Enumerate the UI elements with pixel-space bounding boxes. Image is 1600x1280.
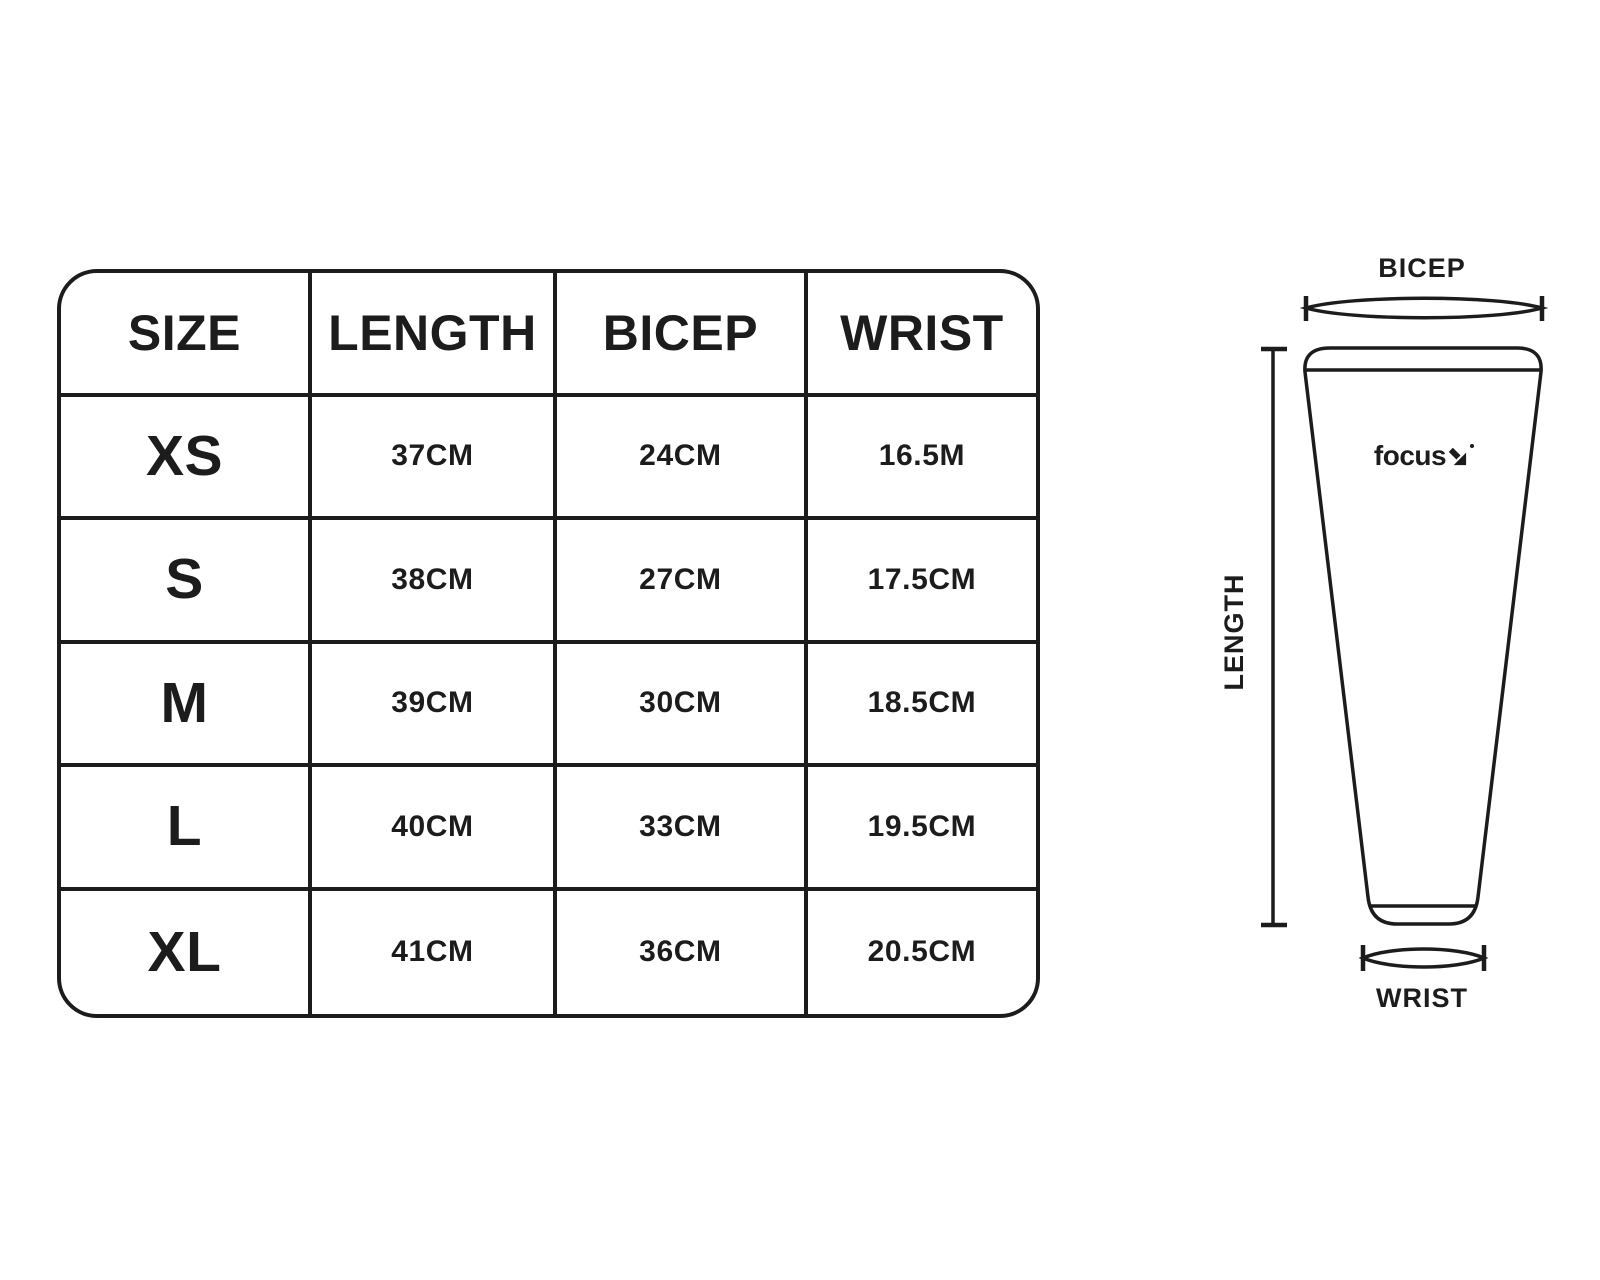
length-value-s: 38CM — [312, 520, 557, 644]
length-measure-line — [1261, 349, 1287, 925]
brand-logo-text: focus — [1373, 440, 1447, 471]
wrist-width-indicator — [1363, 945, 1484, 971]
wrist-value-s: 17.5CM — [808, 520, 1036, 644]
wrist-value-m: 18.5CM — [808, 644, 1036, 768]
size-chart-table — [57, 269, 1040, 1018]
column-header-wrist: WRIST — [808, 273, 1036, 397]
size-label-s: S — [61, 520, 312, 644]
length-value-l: 40CM — [312, 767, 557, 891]
column-header-length: LENGTH — [312, 273, 557, 397]
bicep-value-xs: 24CM — [557, 397, 808, 521]
bicep-diagram-label: BICEP — [1378, 253, 1466, 283]
wrist-value-xs: 16.5M — [808, 397, 1036, 521]
bicep-value-s: 27CM — [557, 520, 808, 644]
bicep-value-xl: 36CM — [557, 891, 808, 1015]
bicep-width-indicator — [1306, 296, 1542, 321]
arrow-down-right-icon — [1447, 446, 1468, 467]
bicep-value-m: 30CM — [557, 644, 808, 768]
sleeve-measurement-diagram — [1220, 250, 1590, 1040]
wrist-diagram-label: WRIST — [1376, 983, 1468, 1013]
length-value-xl: 41CM — [312, 891, 557, 1015]
wrist-value-xl: 20.5CM — [867, 935, 977, 969]
sleeve-outline — [1305, 348, 1541, 924]
column-header-size: SIZE — [61, 273, 312, 397]
length-value-xs: 37CM — [312, 397, 557, 521]
brand-trademark-dot — [1470, 444, 1474, 448]
brand-logo — [1324, 442, 1524, 470]
wrist-value-l: 19.5CM — [808, 767, 1036, 891]
column-header-bicep: BICEP — [557, 273, 808, 397]
size-label-l: L — [61, 767, 312, 891]
size-label-xl: XL — [61, 891, 312, 1015]
bicep-value-l: 33CM — [557, 767, 808, 891]
length-value-m: 39CM — [312, 644, 557, 768]
length-diagram-label: LENGTH — [1218, 573, 1249, 691]
size-label-m: M — [61, 644, 312, 768]
size-label-xs: XS — [61, 397, 312, 521]
